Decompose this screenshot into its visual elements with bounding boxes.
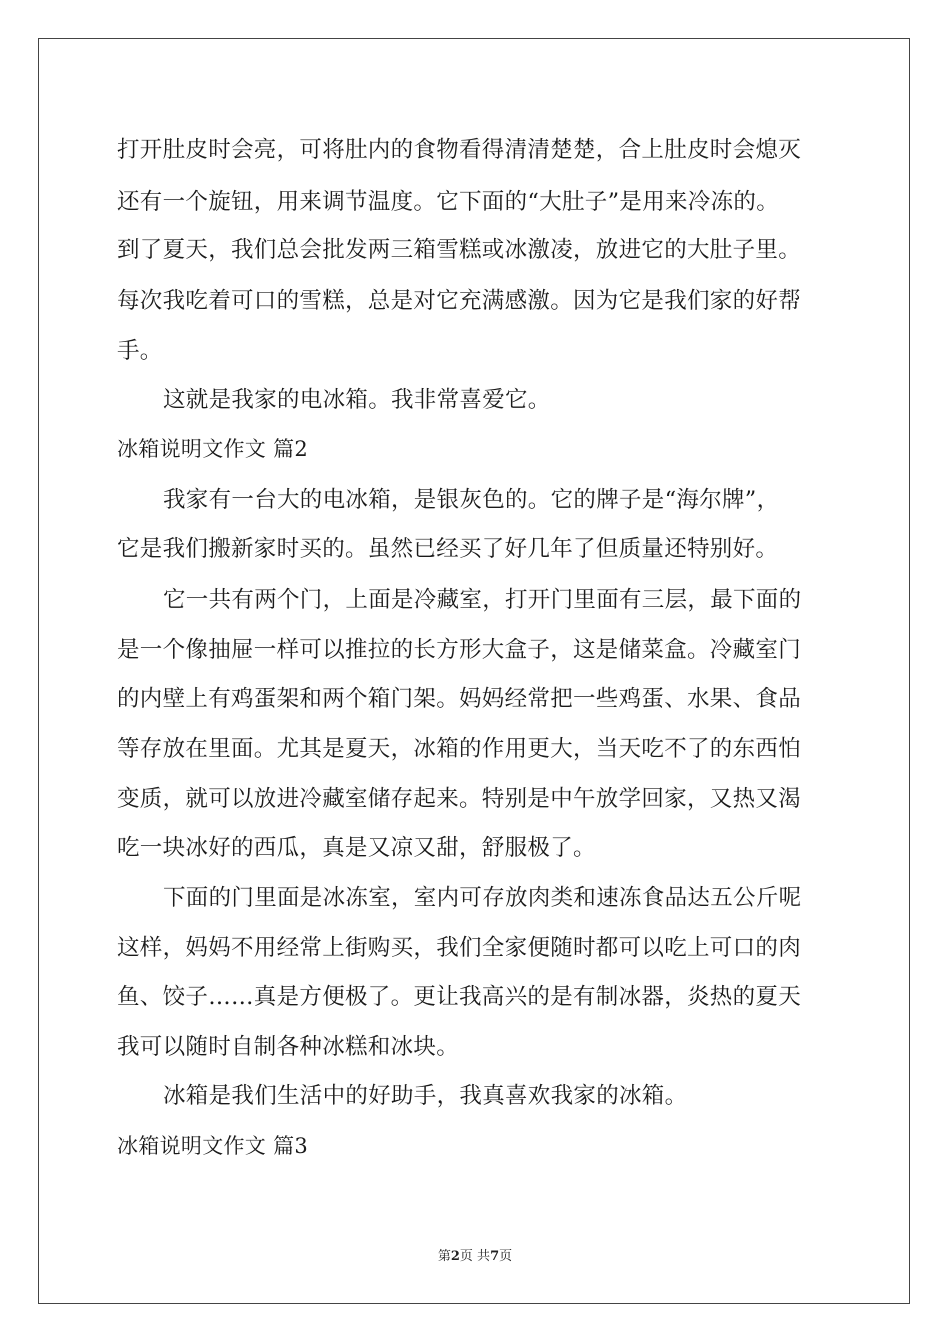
paragraph-line: 这样，妈妈不用经常上街购买，我们全家便随时都可以吃上可口的肉 [117,935,802,961]
paragraph-line: 的内壁上有鸡蛋架和两个箱门架。妈妈经常把一些鸡蛋、水果、食品 [117,686,802,712]
page-total: 7 [490,1249,500,1264]
paragraph-line: 吃一块冰好的西瓜，真是又凉又甜，舒服极了。 [117,835,596,861]
paragraph-line: 鱼、饺子……真是方便极了。更让我高兴的是有制冰器，炎热的夏天 [117,984,802,1010]
section-heading: 冰箱说明文作文 篇3 [117,1134,309,1158]
paragraph-line: 等存放在里面。尤其是夏天，冰箱的作用更大，当天吃不了的东西怕 [117,736,802,762]
page-footer [0,1245,950,1264]
section-heading: 冰箱说明文作文 篇2 [117,437,309,461]
paragraph-line: 变质，就可以放进冷藏室储存起来。特别是中午放学回家，又热又渴 [117,786,802,812]
paragraph-line: 是一个像抽屉一样可以推拉的长方形大盒子，这是储菜盒。冷藏室门 [117,637,802,663]
page-frame [38,38,910,1304]
paragraph-line: 这就是我家的电冰箱。我非常喜爱它。 [163,387,551,413]
paragraph-line: 它一共有两个门，上面是冷藏室，打开门里面有三层，最下面的 [163,587,802,613]
page-mid: 页 共 [459,1249,491,1264]
paragraph-line: 到了夏天，我们总会批发两三箱雪糕或冰激凌，放进它的大肚子里。 [117,237,802,263]
paragraph-line: 手。 [117,338,163,364]
page-prefix: 第 [437,1249,451,1264]
paragraph-line: 还有一个旋钮，用来调节温度。它下面的“大肚子”是用来冷冻的。 [117,189,780,215]
paragraph-line: 每次我吃着可口的雪糕，总是对它充满感激。因为它是我们家的好帮 [117,288,802,314]
page-suffix: 页 [499,1249,513,1264]
paragraph-line: 打开肚皮时会亮，可将肚内的食物看得清清楚楚，合上肚皮时会熄灭 [117,137,802,163]
paragraph-line: 下面的门里面是冰冻室，室内可存放肉类和速冻食品达五公斤呢 [163,885,802,911]
paragraph-line: 我可以随时自制各种冰糕和冰块。 [117,1034,460,1060]
paragraph-line: 它是我们搬新家时买的。虽然已经买了好几年了但质量还特别好。 [117,536,779,562]
page-current: 2 [450,1249,460,1264]
paragraph-line: 冰箱是我们生活中的好助手，我真喜欢我家的冰箱。 [163,1083,688,1109]
paragraph-line: 我家有一台大的电冰箱，是银灰色的。它的牌子是“海尔牌”， [163,487,780,513]
